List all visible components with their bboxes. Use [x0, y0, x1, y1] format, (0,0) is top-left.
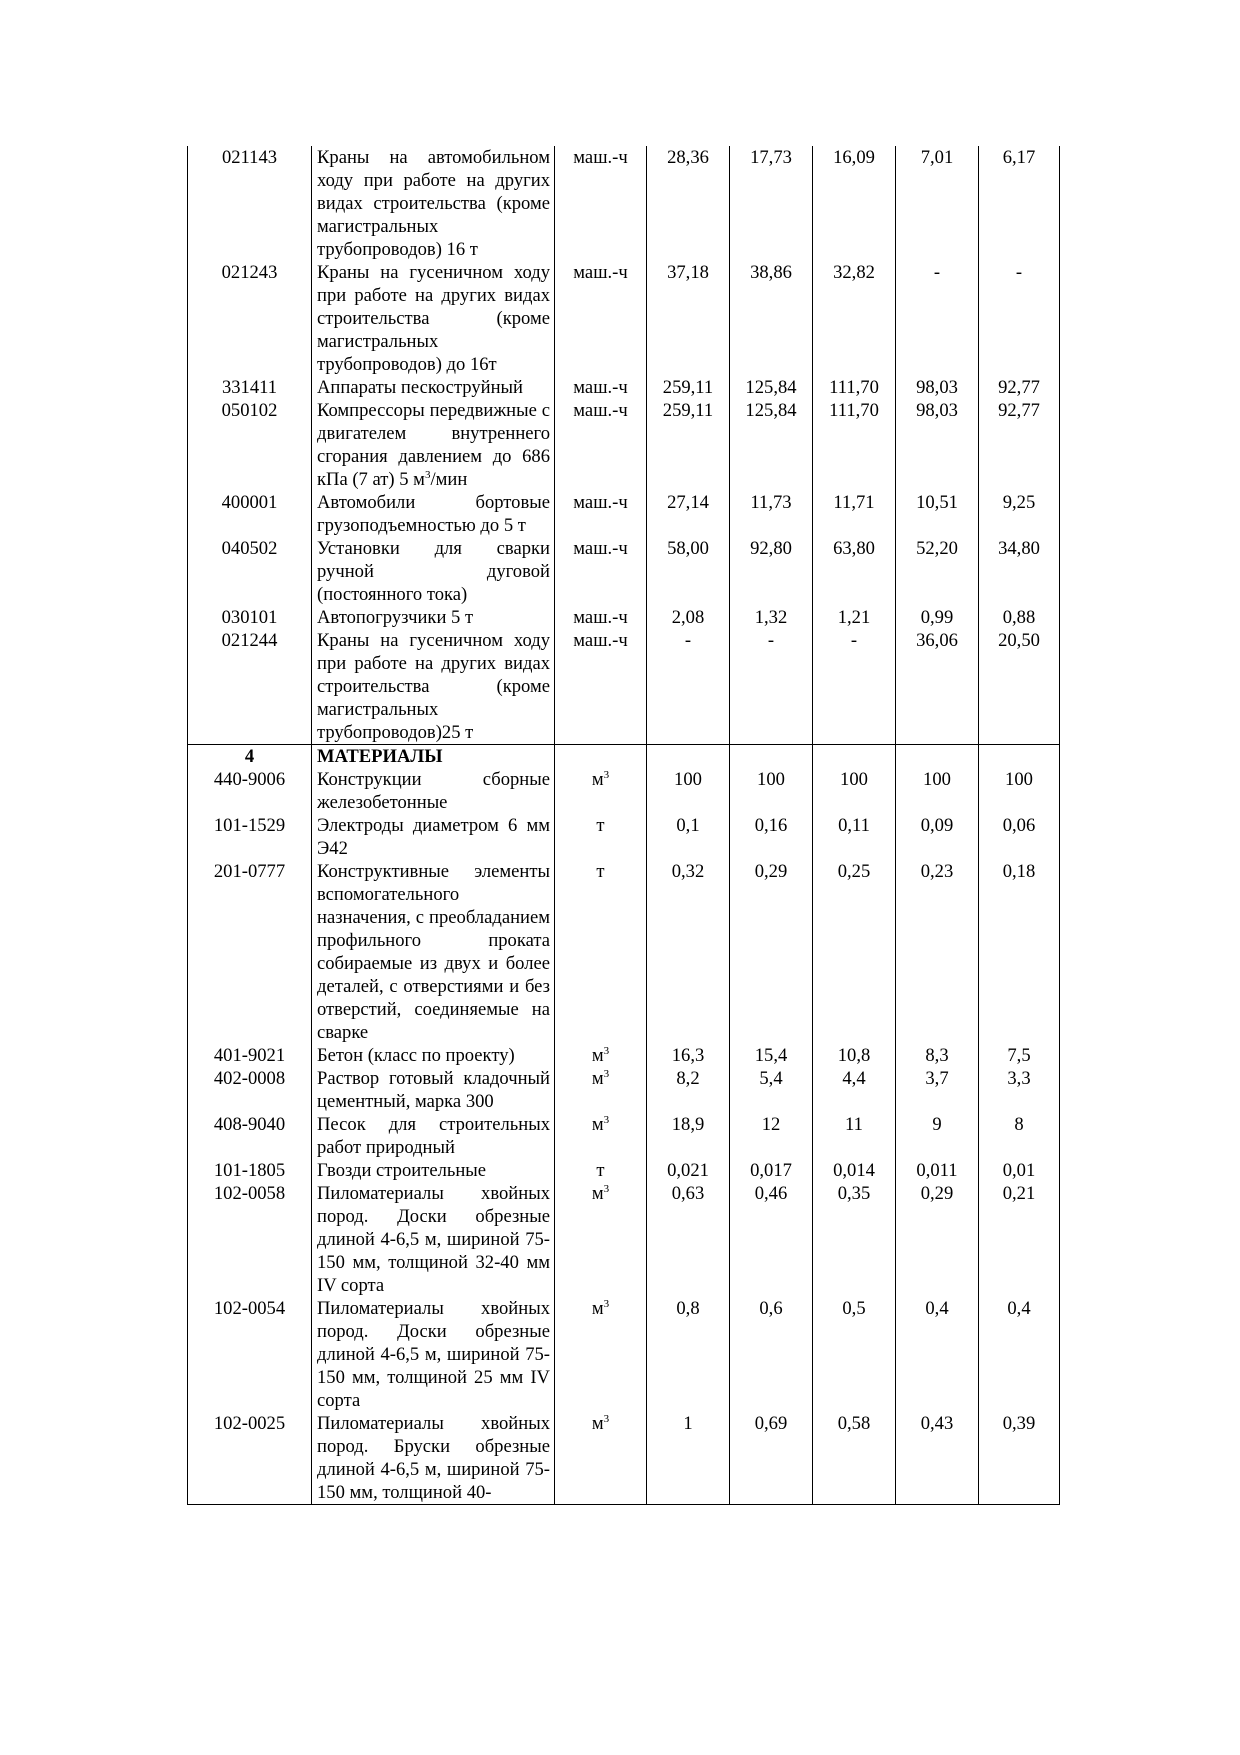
value-cell: 0,5 — [813, 1297, 896, 1412]
resource-name: Пиломатериалы хвойных пород. Доски обрезные длиной 4-6,5 м, шириной 75-150 мм, толщиной 32-40 мм IV сорта — [312, 1182, 555, 1297]
empty-cell — [555, 745, 647, 769]
resource-name: Краны на гусеничном ходу при работе на других видах строительства (кроме магистральных трубопроводов) до 16т — [312, 261, 555, 376]
value-cell: 27,14 — [647, 491, 730, 537]
resource-code: 440-9006 — [188, 768, 312, 814]
machine-row — [188, 629, 1060, 745]
resource-name: Компрессоры передвижные с двигателем внутреннего сгорания давлением до 686 кПа (7 ат) 5 $м^3$/мин — [312, 399, 555, 491]
resource-code: 030101 — [188, 606, 312, 629]
value-cell: 1 — [647, 1412, 730, 1505]
resource-name: Песок для строительных работ природный — [312, 1113, 555, 1159]
resource-code: 102-0058 — [188, 1182, 312, 1297]
value-cell: 0,11 — [813, 814, 896, 860]
material-row — [188, 1067, 1060, 1113]
empty-cell — [896, 745, 979, 769]
machine-row — [188, 261, 1060, 376]
value-cell: 0,16 — [730, 814, 813, 860]
value-cell: 0,23 — [896, 860, 979, 1044]
material-row — [188, 1113, 1060, 1159]
resource-unit: маш.-ч — [555, 537, 647, 606]
value-cell: 0,1 — [647, 814, 730, 860]
value-cell: 0,06 — [979, 814, 1060, 860]
empty-cell — [730, 745, 813, 769]
value-cell: 0,29 — [896, 1182, 979, 1297]
value-cell: 36,06 — [896, 629, 979, 745]
value-cell: 28,36 — [647, 146, 730, 261]
value-cell: 11 — [813, 1113, 896, 1159]
resource-unit: т — [555, 1159, 647, 1182]
resource-name: Бетон (класс по проекту) — [312, 1044, 555, 1067]
resource-unit: $м^3$ — [555, 1113, 647, 1159]
resource-code: 402-0008 — [188, 1067, 312, 1113]
section-title: МАТЕРИАЛЫ — [312, 745, 555, 769]
value-cell: 259,11 — [647, 399, 730, 491]
material-row — [188, 1044, 1060, 1067]
value-cell: 98,03 — [896, 376, 979, 399]
resource-unit: маш.-ч — [555, 376, 647, 399]
value-cell: 0,01 — [979, 1159, 1060, 1182]
value-cell: 32,82 — [813, 261, 896, 376]
resource-unit: т — [555, 814, 647, 860]
resource-name: Автопогрузчики 5 т — [312, 606, 555, 629]
value-cell: 0,21 — [979, 1182, 1060, 1297]
resource-code: 201-0777 — [188, 860, 312, 1044]
value-cell: 92,77 — [979, 376, 1060, 399]
value-cell: 1,32 — [730, 606, 813, 629]
section-header-row — [188, 745, 1060, 769]
value-cell: 0,88 — [979, 606, 1060, 629]
section-number: 4 — [188, 745, 312, 769]
value-cell: 17,73 — [730, 146, 813, 261]
value-cell: 7,5 — [979, 1044, 1060, 1067]
material-row — [188, 768, 1060, 814]
value-cell: 0,4 — [979, 1297, 1060, 1412]
value-cell: 259,11 — [647, 376, 730, 399]
resource-unit: маш.-ч — [555, 399, 647, 491]
resource-unit: $м^3$ — [555, 768, 647, 814]
value-cell: 0,32 — [647, 860, 730, 1044]
value-cell: 0,4 — [896, 1297, 979, 1412]
value-cell: 0,43 — [896, 1412, 979, 1505]
value-cell: 98,03 — [896, 399, 979, 491]
value-cell: 111,70 — [813, 376, 896, 399]
value-cell: 9,25 — [979, 491, 1060, 537]
resource-name: Автомобили бортовые грузоподъемностью до 5 т — [312, 491, 555, 537]
value-cell: 34,80 — [979, 537, 1060, 606]
value-cell: 5,4 — [730, 1067, 813, 1113]
value-cell: - — [896, 261, 979, 376]
machine-row — [188, 491, 1060, 537]
resource-code: 050102 — [188, 399, 312, 491]
resource-name: Установки для сварки ручной дуговой (постоянного тока) — [312, 537, 555, 606]
empty-cell — [979, 745, 1060, 769]
machine-row — [188, 606, 1060, 629]
value-cell: 125,84 — [730, 376, 813, 399]
value-cell: 0,29 — [730, 860, 813, 1044]
resource-name: Краны на автомобильном ходу при работе на других видах строительства (кроме магистральных трубопроводов) 16 т — [312, 146, 555, 261]
value-cell: 11,73 — [730, 491, 813, 537]
material-row — [188, 1297, 1060, 1412]
value-cell: 8,2 — [647, 1067, 730, 1113]
value-cell: 0,58 — [813, 1412, 896, 1505]
resource-unit: маш.-ч — [555, 261, 647, 376]
resource-name: Аппараты пескоструйный — [312, 376, 555, 399]
empty-cell — [647, 745, 730, 769]
resource-unit: $м^3$ — [555, 1182, 647, 1297]
value-cell: 125,84 — [730, 399, 813, 491]
value-cell: 0,014 — [813, 1159, 896, 1182]
value-cell: 0,8 — [647, 1297, 730, 1412]
value-cell: 0,99 — [896, 606, 979, 629]
value-cell: 8,3 — [896, 1044, 979, 1067]
resource-code: 331411 — [188, 376, 312, 399]
value-cell: 100 — [813, 768, 896, 814]
value-cell: - — [647, 629, 730, 745]
value-cell: 3,7 — [896, 1067, 979, 1113]
resource-name: Гвозди строительные — [312, 1159, 555, 1182]
machine-row — [188, 537, 1060, 606]
value-cell: 0,39 — [979, 1412, 1060, 1505]
material-row — [188, 814, 1060, 860]
value-cell: 12 — [730, 1113, 813, 1159]
value-cell: 37,18 — [647, 261, 730, 376]
resource-unit: маш.-ч — [555, 491, 647, 537]
resource-unit: маш.-ч — [555, 629, 647, 745]
material-row — [188, 1412, 1060, 1505]
resource-name: Пиломатериалы хвойных пород. Доски обрезные длиной 4-6,5 м, шириной 75-150 мм, толщиной 25 мм IV сорта — [312, 1297, 555, 1412]
resource-name: Пиломатериалы хвойных пород. Бруски обрезные длиной 4-6,5 м, шириной 75-150 мм, толщиной 40- — [312, 1412, 555, 1505]
value-cell: 0,46 — [730, 1182, 813, 1297]
value-cell: 111,70 — [813, 399, 896, 491]
value-cell: - — [979, 261, 1060, 376]
value-cell: 3,3 — [979, 1067, 1060, 1113]
value-cell: 16,09 — [813, 146, 896, 261]
resource-code: 102-0054 — [188, 1297, 312, 1412]
material-row — [188, 1182, 1060, 1297]
value-cell: 0,6 — [730, 1297, 813, 1412]
value-cell: 0,35 — [813, 1182, 896, 1297]
value-cell: 0,011 — [896, 1159, 979, 1182]
value-cell: 0,63 — [647, 1182, 730, 1297]
resource-code: 101-1805 — [188, 1159, 312, 1182]
material-row — [188, 860, 1060, 1044]
value-cell: 0,25 — [813, 860, 896, 1044]
resource-code: 040502 — [188, 537, 312, 606]
value-cell: 8 — [979, 1113, 1060, 1159]
value-cell: 38,86 — [730, 261, 813, 376]
value-cell: 0,021 — [647, 1159, 730, 1182]
value-cell: 15,4 — [730, 1044, 813, 1067]
value-cell: 7,01 — [896, 146, 979, 261]
value-cell: 1,21 — [813, 606, 896, 629]
value-cell: 100 — [979, 768, 1060, 814]
machine-row — [188, 399, 1060, 491]
value-cell: 2,08 — [647, 606, 730, 629]
value-cell: 9 — [896, 1113, 979, 1159]
material-row — [188, 1159, 1060, 1182]
resource-name: Конструкции сборные железобетонные — [312, 768, 555, 814]
value-cell: 10,51 — [896, 491, 979, 537]
value-cell: 18,9 — [647, 1113, 730, 1159]
machine-row — [188, 146, 1060, 261]
resource-code: 102-0025 — [188, 1412, 312, 1505]
value-cell: 100 — [647, 768, 730, 814]
resource-unit: $м^3$ — [555, 1044, 647, 1067]
value-cell: - — [813, 629, 896, 745]
resource-code: 101-1529 — [188, 814, 312, 860]
resource-name: Раствор готовый кладочный цементный, марка 300 — [312, 1067, 555, 1113]
resource-code: 408-9040 — [188, 1113, 312, 1159]
resource-name: Краны на гусеничном ходу при работе на других видах строительства (кроме магистральных трубопроводов)25 т — [312, 629, 555, 745]
resource-code: 401-9021 — [188, 1044, 312, 1067]
value-cell: 0,18 — [979, 860, 1060, 1044]
value-cell: 0,69 — [730, 1412, 813, 1505]
value-cell: 11,71 — [813, 491, 896, 537]
value-cell: - — [730, 629, 813, 745]
resource-code: 021244 — [188, 629, 312, 745]
value-cell: 6,17 — [979, 146, 1060, 261]
resource-code: 021143 — [188, 146, 312, 261]
empty-cell — [813, 745, 896, 769]
value-cell: 100 — [896, 768, 979, 814]
resource-code: 400001 — [188, 491, 312, 537]
value-cell: 0,09 — [896, 814, 979, 860]
value-cell: 16,3 — [647, 1044, 730, 1067]
value-cell: 63,80 — [813, 537, 896, 606]
resource-unit: $м^3$ — [555, 1412, 647, 1505]
resource-unit: маш.-ч — [555, 606, 647, 629]
resource-table — [187, 146, 1060, 1505]
value-cell: 20,50 — [979, 629, 1060, 745]
resource-code: 021243 — [188, 261, 312, 376]
resource-name: Электроды диаметром 6 мм Э42 — [312, 814, 555, 860]
value-cell: 100 — [730, 768, 813, 814]
value-cell: 58,00 — [647, 537, 730, 606]
resource-unit: $м^3$ — [555, 1297, 647, 1412]
value-cell: 92,77 — [979, 399, 1060, 491]
value-cell: 4,4 — [813, 1067, 896, 1113]
value-cell: 10,8 — [813, 1044, 896, 1067]
resource-name: Конструктивные элементы вспомогательного назначения, с преобладанием профильного проката собираемые из двух и более деталей, с отверстиями и без отверстий, соединяемые на сварке — [312, 860, 555, 1044]
machine-row — [188, 376, 1060, 399]
resource-unit: маш.-ч — [555, 146, 647, 261]
resource-unit: $м^3$ — [555, 1067, 647, 1113]
value-cell: 92,80 — [730, 537, 813, 606]
value-cell: 52,20 — [896, 537, 979, 606]
value-cell: 0,017 — [730, 1159, 813, 1182]
resource-unit: т — [555, 860, 647, 1044]
